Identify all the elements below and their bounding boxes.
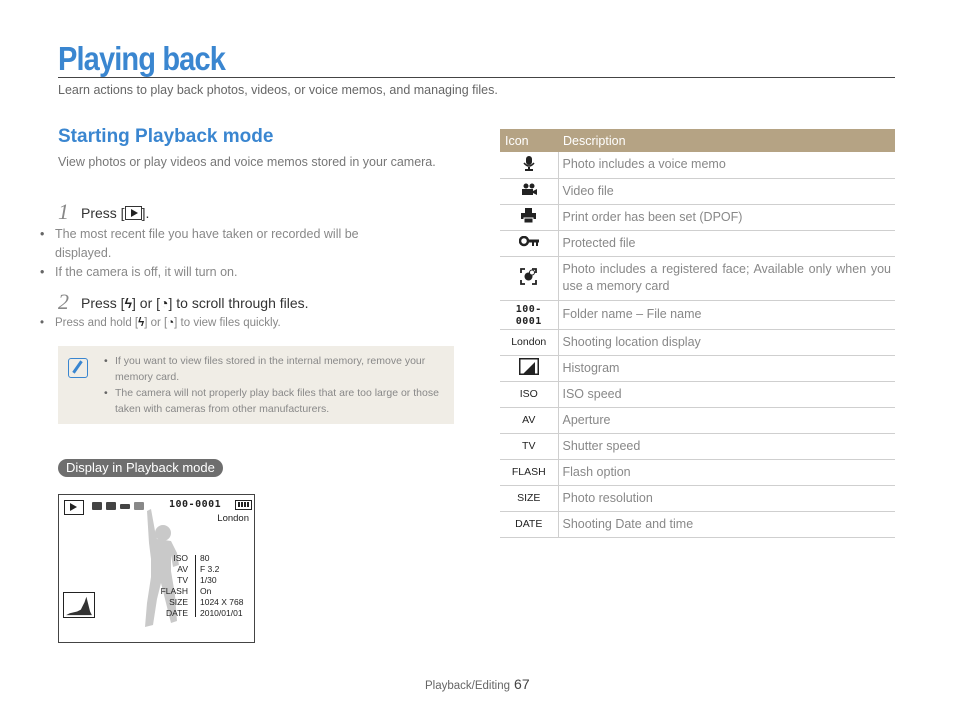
folder-file-name: 100-0001 (169, 499, 222, 510)
table-cell: Protected file (558, 230, 895, 256)
table-row (500, 407, 895, 433)
battery-icon (235, 500, 252, 510)
note-icon (68, 358, 88, 378)
table-row (500, 178, 895, 204)
section-intro: View photos or play videos and voice memos stored in your camera. (58, 155, 436, 169)
folder-file-name-indicator: 100-0001 (515, 303, 542, 327)
histogram-icon (63, 592, 95, 618)
step-text: Press [ ]. (81, 205, 150, 221)
step-text: Press [ϟ] or [◔] to scroll through files. (81, 295, 309, 311)
table-cell: Histogram (558, 355, 895, 381)
table-header-row (500, 129, 895, 152)
table-cell: Video file (558, 178, 895, 204)
flash-indicator: FLASH (500, 459, 558, 485)
note-item: • The camera will not properly play back files that are too large or those taken with cameras from other manufacturers. (104, 385, 444, 417)
table-row (500, 300, 895, 329)
page-footer (425, 676, 530, 692)
key-icon (519, 236, 539, 247)
table-row (500, 355, 895, 381)
table-row (500, 256, 895, 300)
info-labels: ISO AV TV FLASH SIZE DATE (160, 553, 188, 618)
title-divider (58, 77, 895, 78)
footer-section: Playback/Editing (425, 680, 511, 692)
table-cell: Shooting location display (558, 329, 895, 355)
printer-icon (106, 502, 116, 510)
aperture-indicator: AV (500, 407, 558, 433)
table-cell: Photo includes a voice memo (558, 152, 895, 178)
iso-indicator: ISO (500, 381, 558, 407)
size-indicator: SIZE (500, 485, 558, 511)
table-row (500, 204, 895, 230)
step-number: 1 (58, 199, 69, 224)
flash-icon: ϟ (124, 295, 132, 311)
list-item: • Press and hold [ϟ] or [◔] to view files quickly. (40, 314, 380, 333)
step-1-bullets (40, 225, 380, 282)
page-number: 67 (514, 676, 530, 692)
display-label: Display in Playback mode (58, 459, 223, 477)
column-header-description: Description (558, 129, 895, 152)
page-subtitle: Learn actions to play back photos, videos, or voice memos, and managing files. (58, 83, 498, 97)
video-camera-icon (92, 502, 102, 510)
play-icon (125, 206, 142, 220)
note-item: • If you want to view files stored in the internal memory, remove your memory card. (104, 353, 444, 385)
table-row (500, 433, 895, 459)
timer-icon: ◔ (160, 295, 169, 311)
table-cell: Folder name – File name (558, 300, 895, 329)
table-row (500, 230, 895, 256)
table-cell: ISO speed (558, 381, 895, 407)
note-box (58, 346, 454, 424)
video-camera-icon (521, 183, 537, 196)
table-row (500, 381, 895, 407)
table-cell: Flash option (558, 459, 895, 485)
histogram-icon (519, 358, 539, 375)
page-title: Playing back (58, 40, 225, 77)
face-recognition-icon (520, 268, 537, 285)
table-row (500, 329, 895, 355)
table-row (500, 511, 895, 537)
flash-icon: ϟ (138, 317, 145, 329)
play-icon (64, 500, 84, 515)
icon-description-table (500, 129, 895, 538)
playback-screen-illustration (58, 494, 255, 643)
table-cell: Aperture (558, 407, 895, 433)
step-2-bullets (40, 314, 380, 333)
microphone-icon (522, 156, 536, 171)
printer-icon (521, 208, 536, 223)
table-cell: Shooting Date and time (558, 511, 895, 537)
table-row (500, 152, 895, 178)
location-display: London (217, 513, 249, 524)
table-cell: Print order has been set (DPOF) (558, 204, 895, 230)
location-indicator: London (500, 329, 558, 355)
shutter-speed-indicator: TV (500, 433, 558, 459)
info-divider (195, 555, 196, 617)
table-cell: Photo resolution (558, 485, 895, 511)
list-item: • The most recent file you have taken or recorded will be displayed. (40, 225, 380, 263)
list-item: • If the camera is off, it will turn on. (40, 263, 380, 282)
table-cell: Shutter speed (558, 433, 895, 459)
table-row (500, 459, 895, 485)
step-number: 2 (58, 289, 69, 314)
table-row (500, 485, 895, 511)
section-heading: Starting Playback mode (58, 126, 274, 147)
column-header-icon: Icon (500, 129, 558, 152)
date-indicator: DATE (500, 511, 558, 537)
info-values: 80 F 3.2 1/30 On 1024 X 768 2010/01/01 (200, 553, 244, 618)
note-list (104, 353, 444, 417)
table-cell: Photo includes a registered face; Available only when you use a memory card (558, 256, 895, 300)
timer-icon: ◔ (167, 317, 175, 329)
